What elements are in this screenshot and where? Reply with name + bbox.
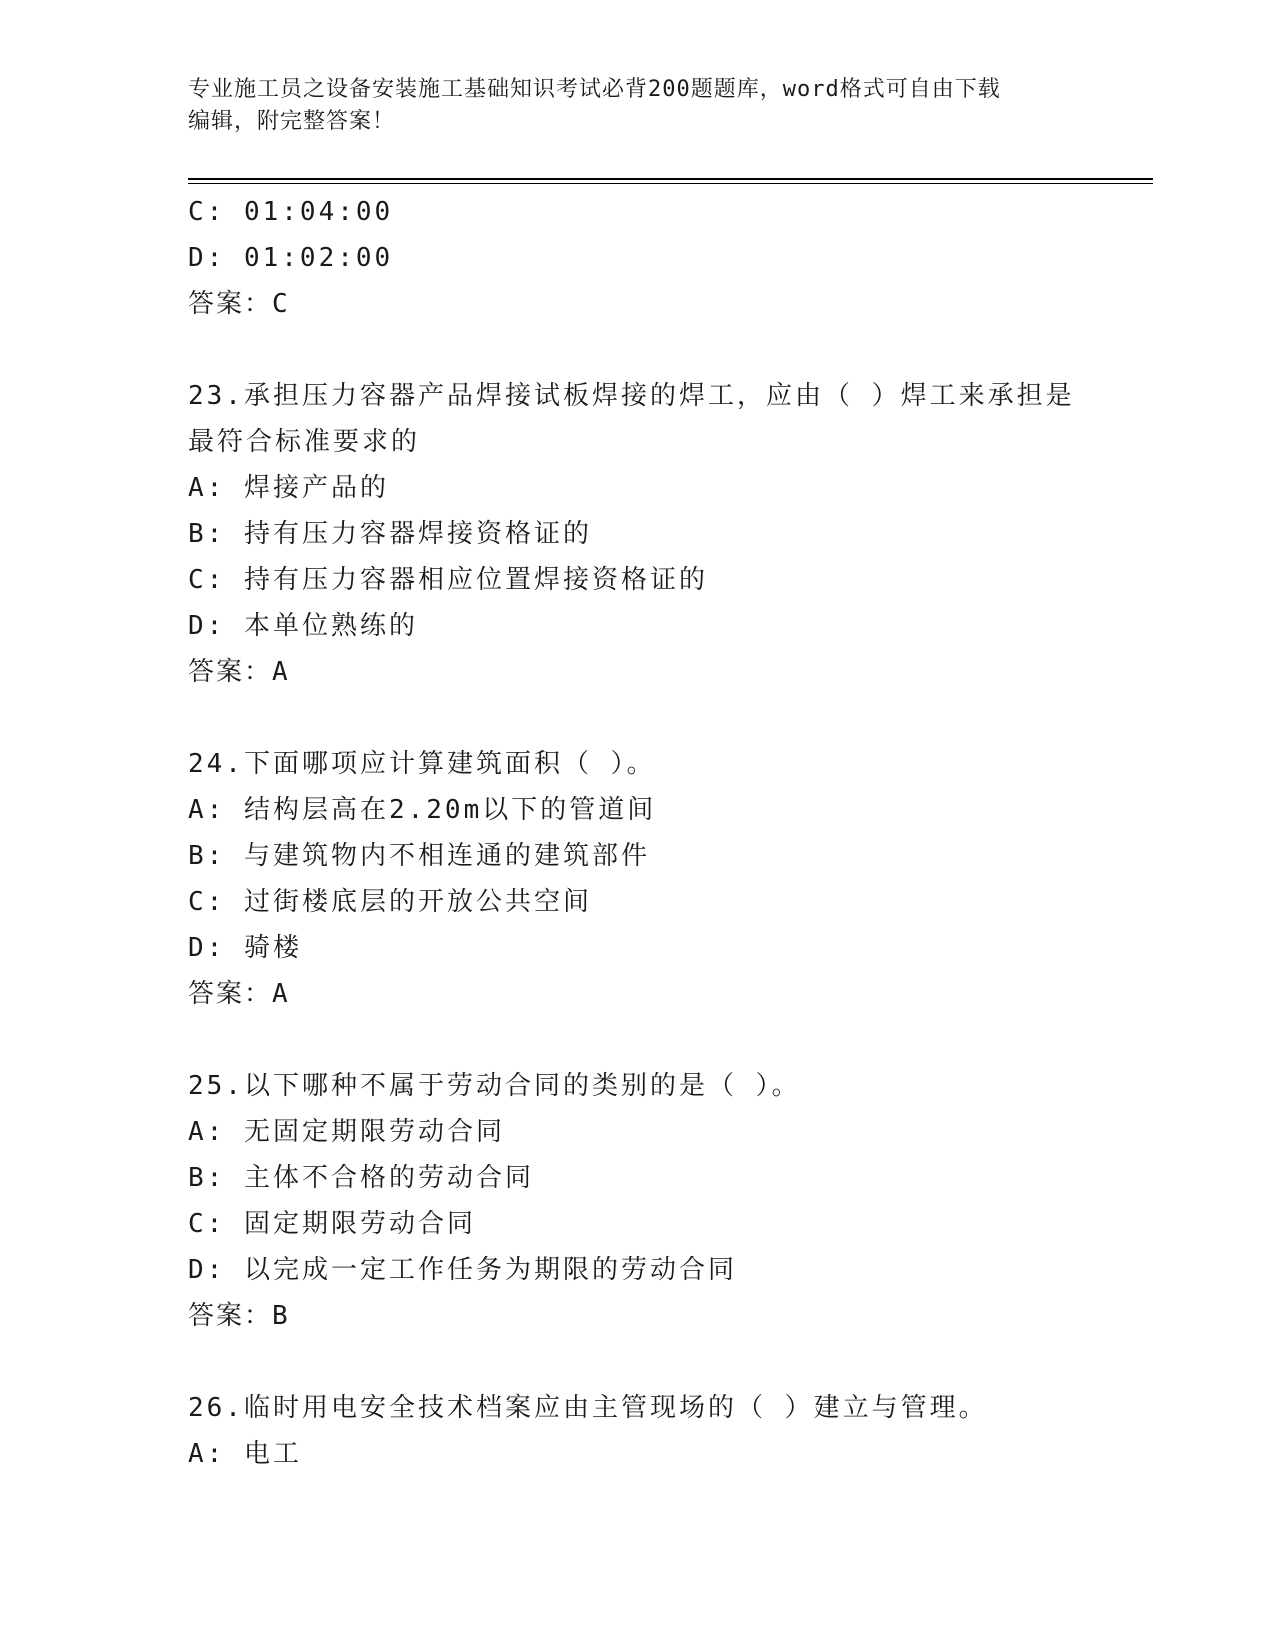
- question-stem: 26.临时用电安全技术档案应由主管现场的（ ）建立与管理。: [188, 1393, 988, 1423]
- option-b: B: 持有压力容器焊接资格证的: [188, 519, 592, 549]
- option-b: B: 与建筑物内不相连通的建筑部件: [188, 841, 650, 871]
- question-stem: 24.下面哪项应计算建筑面积（ ）。: [188, 749, 656, 779]
- option-a: A: 电工: [188, 1439, 302, 1469]
- header-divider: [188, 178, 1153, 180]
- option-a: A: 无固定期限劳动合同: [188, 1117, 505, 1147]
- option-c: C: 固定期限劳动合同: [188, 1209, 476, 1239]
- header-line-1: 专业施工员之设备安装施工基础知识考试必背200题题库，word格式可自由下载: [188, 77, 1001, 102]
- question-stem: 23.承担压力容器产品焊接试板焊接的焊工，应由（ ）焊工来承担是: [188, 381, 1075, 411]
- header-divider-thin: [188, 183, 1153, 184]
- option-d: D: 骑楼: [188, 933, 302, 963]
- option-c: C: 过街楼底层的开放公共空间: [188, 887, 592, 917]
- option-d: D: 本单位熟练的: [188, 611, 418, 641]
- document-header: [188, 74, 1068, 138]
- answer: 答案：B: [188, 1301, 290, 1331]
- option-a: A: 焊接产品的: [188, 473, 389, 503]
- header-line-2: 编辑，附完整答案！: [188, 109, 396, 134]
- option-d: D: 以完成一定工作任务为期限的劳动合同: [188, 1255, 737, 1285]
- answer: 答案：A: [188, 657, 290, 687]
- answer: 答案：A: [188, 979, 290, 1009]
- question-list: [188, 189, 1148, 1477]
- option-b: B: 主体不合格的劳动合同: [188, 1163, 534, 1193]
- question-stem: 25.以下哪种不属于劳动合同的类别的是（ ）。: [188, 1071, 801, 1101]
- option-a: A: 结构层高在2.20m以下的管道间: [188, 795, 657, 825]
- answer: 答案：C: [188, 289, 290, 319]
- option-c: C: 01:04:00: [188, 197, 394, 227]
- option-c: C: 持有压力容器相应位置焊接资格证的: [188, 565, 708, 595]
- option-d: D: 01:02:00: [188, 243, 394, 273]
- question-stem-cont: 最符合标准要求的: [188, 427, 421, 457]
